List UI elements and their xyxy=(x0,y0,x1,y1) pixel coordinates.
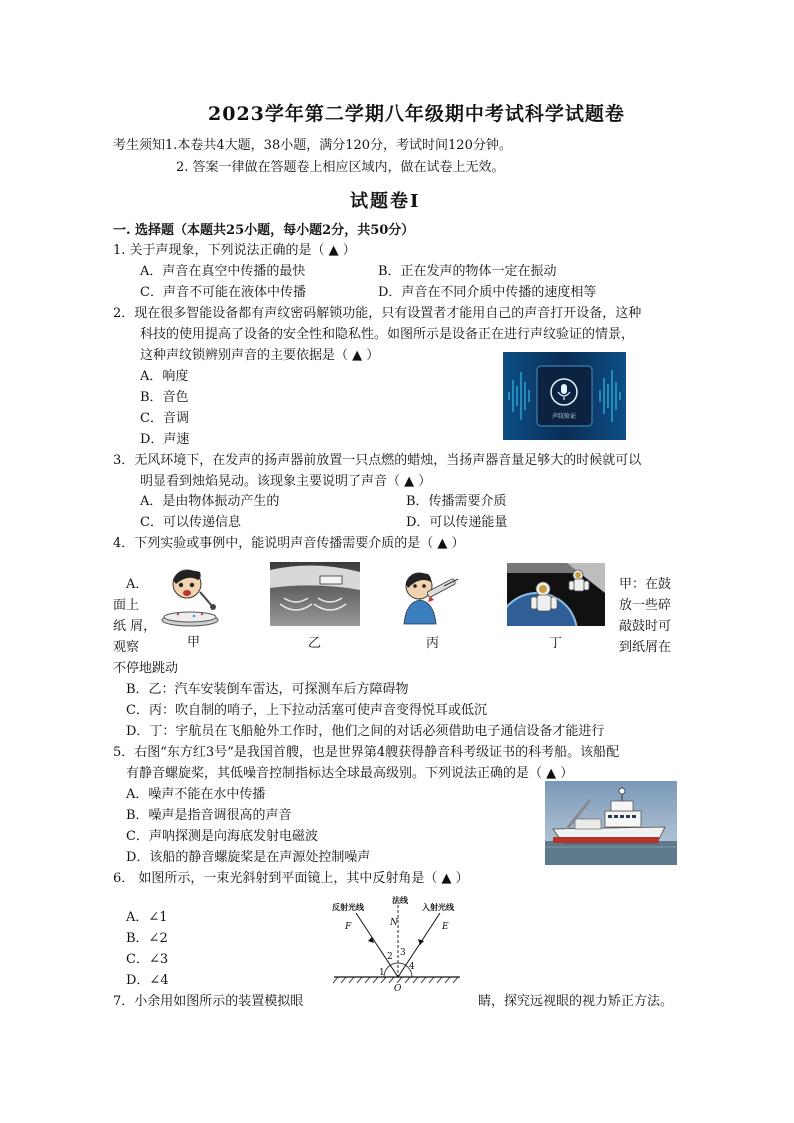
q4-option-a-right-2: 放一些碎 xyxy=(619,598,672,613)
q3-option-d: D．可以传递能量 xyxy=(406,515,508,530)
q1-stem: 1. 关于声现象，下列说法正确的是（ ▲ ） xyxy=(113,243,356,258)
section-heading: 一. 选择题（本题共25小题，每小题2分，共50分） xyxy=(113,223,415,238)
q2-stem-line-1: 2．现在很多智能设备都有声纹密码解锁功能，只有设置者才能用自己的声音打开设备，这种 xyxy=(113,306,642,321)
q2-option-d: D．声速 xyxy=(140,432,190,447)
q2-stem-line-3: 这种声纹锁辨别声音的主要依据是（ ▲ ） xyxy=(140,348,380,363)
q1-option-c: C．声音不可能在液体中传播 xyxy=(140,285,306,300)
label-normal: 法线 xyxy=(392,895,408,905)
q4-option-a-right-4: 到纸屑在 xyxy=(619,640,672,655)
notice-line-2: 2. 答案一律做在答题卷上相应区域内，做在试卷上无效。 xyxy=(176,160,505,175)
exam-title: 2023学年第二学期八年级期中考试科学试题卷 xyxy=(208,103,625,125)
voiceprint-image xyxy=(503,352,626,440)
q4-caption-bing: 丙 xyxy=(426,636,440,651)
q3-option-a: A．是由物体振动产生的 xyxy=(140,494,280,509)
q5-stem-line-1: 5．右图“东方红3号”是我国首艘，也是世界第4艘获得静音科考级证书的科考船。该船配 xyxy=(113,745,620,760)
label-reflected-ray: 反射光线 xyxy=(332,902,364,912)
label-incident-ray: 入射光线 xyxy=(422,902,454,912)
q2-option-a: A．响度 xyxy=(140,369,189,384)
q1-option-a: A．声音在真空中传播的最快 xyxy=(140,264,306,279)
q4-image-jia xyxy=(160,562,226,630)
label-angle-3: 3 xyxy=(400,948,406,958)
q3-option-b: B．传播需要介质 xyxy=(406,494,507,509)
q4-image-yi xyxy=(270,562,360,626)
voiceprint-label: 声纹验证 xyxy=(551,413,577,420)
q3-stem-line-1: 3．无风环境下，在发声的扬声器前放置一只点燃的蜡烛，当扬声器音量足够大的时候就可以 xyxy=(113,453,642,468)
incident-ray xyxy=(398,913,440,977)
q5-option-b: B．噪声是指音调很高的声音 xyxy=(126,808,292,823)
q5-option-d: D．该船的静音螺旋桨是在声源处控制噪声 xyxy=(126,850,371,865)
q7-stem-left: 7．小余用如图所示的装置模拟眼 xyxy=(113,994,304,1009)
q4-option-c: C．丙：吹自制的哨子，上下拉动活塞可使声音变得悦耳或低沉 xyxy=(126,703,487,718)
notice-line-1: 考生须知1.本卷共4大题，38小题，满分120分，考试时间120分钟。 xyxy=(113,138,512,153)
q4-caption-yi: 乙 xyxy=(308,636,322,651)
q4-option-a-right-3: 敲鼓时可 xyxy=(619,619,672,634)
q2-option-b: B．音色 xyxy=(140,390,189,405)
q4-caption-ding: 丁 xyxy=(549,636,563,651)
q2-option-c: C．音调 xyxy=(140,411,189,426)
q6-option-d: D．∠4 xyxy=(126,973,169,988)
q6-option-b: B．∠2 xyxy=(126,931,168,946)
q4-option-b: B．乙：汽车安装倒车雷达，可探测车后方障碍物 xyxy=(126,682,409,697)
q1-option-b: B．正在发声的物体一定在振动 xyxy=(378,264,557,279)
q3-option-c: C．可以传递信息 xyxy=(140,515,241,530)
q5-stem-line-2: 有静音螺旋桨，其低噪音控制指标达全球最高级别。下列说法正确的是（ ▲ ） xyxy=(126,766,574,781)
q4-option-a-left-1: 面上 xyxy=(113,598,140,613)
q6-option-c: C．∠3 xyxy=(126,952,169,967)
q4-stem: 4．下列实验或事例中，能说明声音传播需要介质的是（ ▲ ） xyxy=(113,536,465,551)
q1-option-d: D．声音在不同介质中传播的速度相等 xyxy=(378,285,597,300)
q6-option-a: A．∠1 xyxy=(126,910,168,925)
q4-option-a-left-3: 观察 xyxy=(113,640,140,655)
q2-stem-line-2: 科技的使用提高了设备的安全性和隐私性。如图所示是设备正在进行声纹验证的情景， xyxy=(140,327,635,342)
label-angle-1: 1 xyxy=(379,968,385,978)
q7-stem-right: 睛，探究远视眼的视力矫正方法。 xyxy=(478,994,674,1009)
q5-option-c: C．声呐探测是向海底发射电磁波 xyxy=(126,829,318,844)
q4-option-d: D．丁：宇航员在飞船舱外工作时，他们之间的对话必须借助电子通信设备才能进行 xyxy=(126,724,605,739)
paper-title: 试题卷Ⅰ xyxy=(350,191,421,212)
label-o: O xyxy=(394,984,402,993)
label-n: N xyxy=(390,918,398,928)
q4-option-a-right-1: 甲：在鼓 xyxy=(619,577,672,592)
label-e: E xyxy=(442,922,449,932)
q5-option-a: A．噪声不能在水中传播 xyxy=(126,787,266,802)
q4-image-bing xyxy=(398,566,464,626)
q4-option-a-end: 不停地跳动 xyxy=(113,661,179,676)
label-angle-4: 4 xyxy=(409,962,415,972)
q4-option-a-left-2: 纸 屑， xyxy=(113,619,157,634)
label-f: F xyxy=(345,922,352,932)
q3-stem-line-2: 明显看到烛焰晃动。该现象主要说明了声音（ ▲ ） xyxy=(140,474,432,489)
reflection-diagram xyxy=(328,893,468,993)
q4-option-a-prefix: A． xyxy=(126,577,149,592)
research-ship-image xyxy=(545,781,677,865)
label-angle-2: 2 xyxy=(387,952,393,962)
q6-stem: 6． 如图所示，一束光斜射到平面镜上，其中反射角是（ ▲ ） xyxy=(113,871,469,886)
q4-caption-jia: 甲 xyxy=(187,635,201,650)
q4-image-ding xyxy=(507,563,605,626)
